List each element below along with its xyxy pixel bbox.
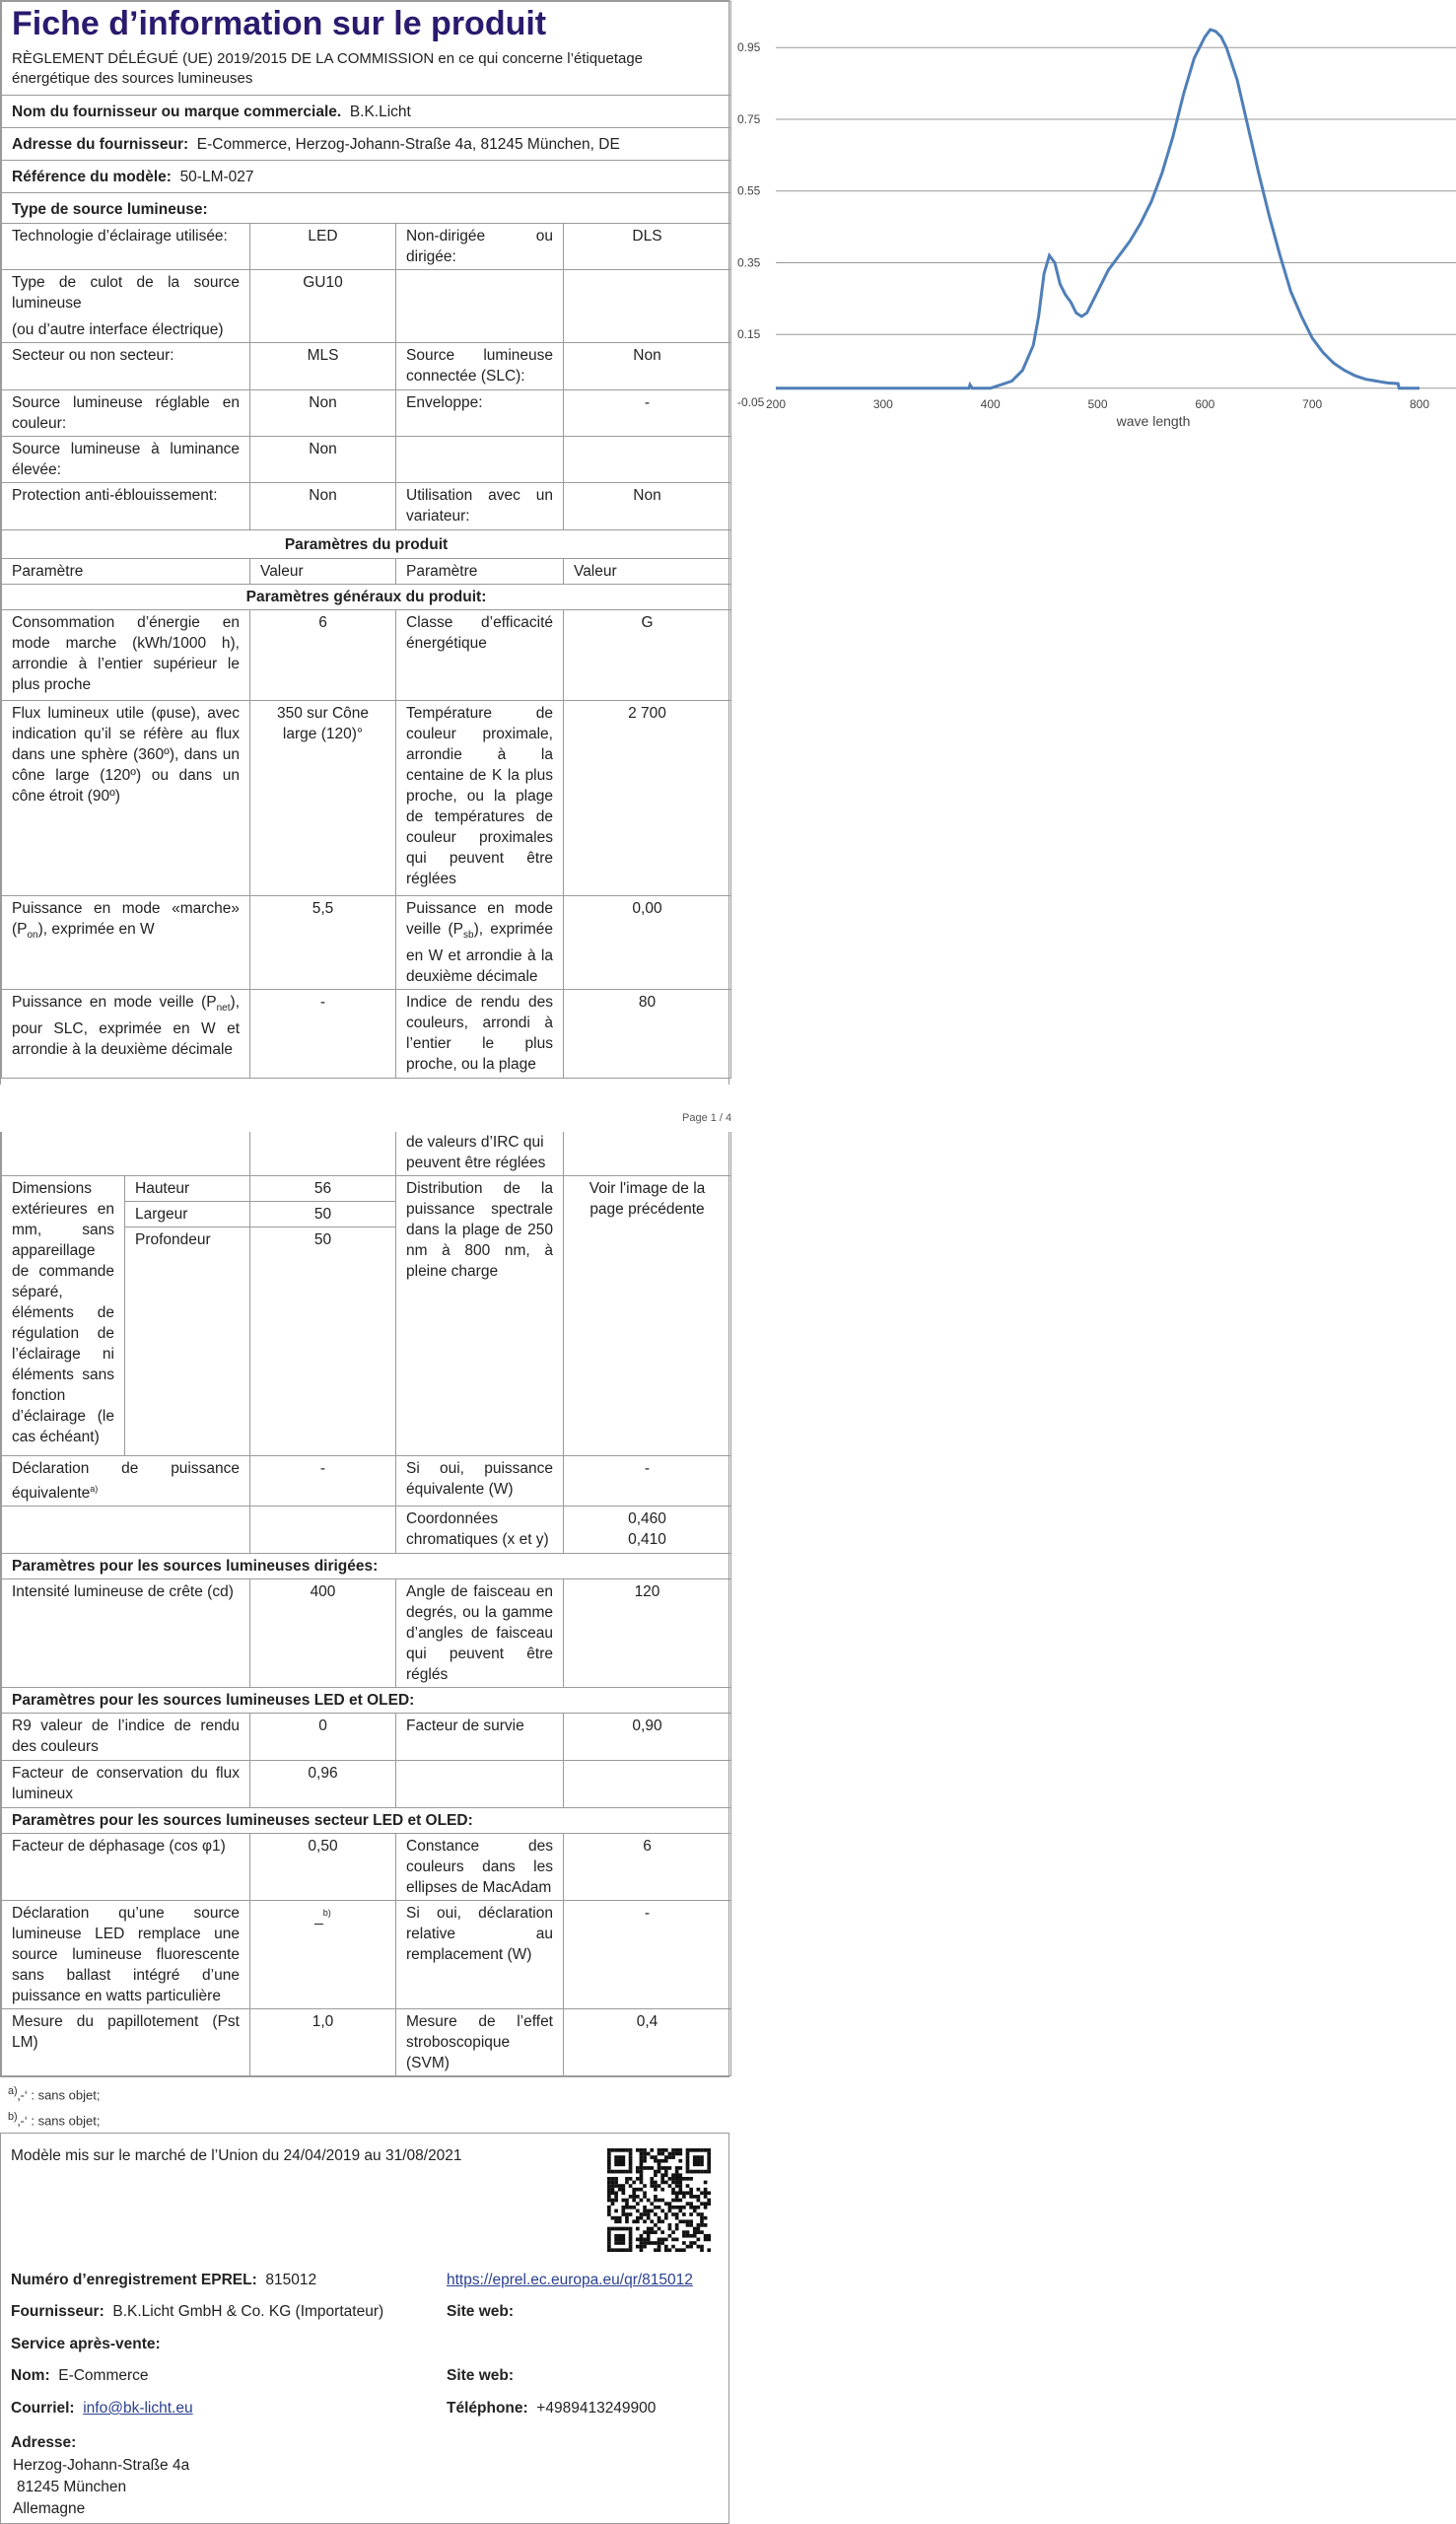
empty-cell	[564, 1132, 731, 1176]
equiv-watt-value: -	[564, 1456, 731, 1507]
directional-label: Non-dirigée ou dirigée:	[396, 224, 564, 270]
after-sales-label: Service après-vente:	[11, 2336, 161, 2352]
depth-label: Profondeur	[125, 1227, 250, 1456]
cct-value: 2 700	[564, 701, 731, 896]
stroboscopic-label: Mesure de l’effet stroboscopique (SVM)	[396, 2009, 564, 2076]
chart-x-axis-label: wave length	[1116, 413, 1191, 429]
networked-standby-value: -	[250, 990, 396, 1079]
product-info-sheet-page2	[0, 1132, 729, 2077]
useful-flux-label: Flux lumineux utile (φuse), avec indication qu’il se réfère au flux dans une sphère (360º), dans un cône large (120º) ou dans un cône étroit (90º)	[2, 701, 250, 896]
supplier-address-row	[2, 128, 731, 161]
supplier-address-label: Adresse du fournisseur:	[12, 136, 189, 153]
address-line: 81245 München	[17, 2479, 127, 2495]
page2-table	[1, 1132, 731, 2076]
on-mode-power-value: 5,5	[250, 896, 396, 990]
cri-label-continued: de valeurs d’IRC qui peuvent être réglées	[396, 1132, 564, 1176]
beam-angle-value: 120	[564, 1579, 731, 1688]
flicker-value: 1,0	[250, 2009, 396, 2076]
eprel-number-value: 815012	[265, 2272, 317, 2288]
macadam-label: Constance des couleurs dans les ellipses de MacAdam	[396, 1834, 564, 1901]
product-info-sheet-page1	[0, 0, 729, 1085]
contact-name-label: Nom:	[11, 2367, 50, 2384]
footnote-a: $^{a)}$‚-‘ : sans objet;	[8, 2085, 101, 2103]
directed-params-heading: Paramètres pour les sources lumineuses dirigées:	[2, 1554, 731, 1579]
col-header-value: Valeur	[250, 559, 396, 585]
height-label: Hauteur	[125, 1176, 250, 1202]
empty-cell	[564, 270, 731, 343]
mains-label: Secteur ou non secteur:	[2, 343, 250, 390]
stroboscopic-value: 0,4	[564, 2009, 731, 2076]
supplier-name-row	[2, 96, 731, 128]
supplier-name-label: Nom du fournisseur ou marque commerciale.	[12, 104, 342, 120]
chart-y-tick-label: 0.15	[737, 327, 761, 342]
tech-label: Technologie d’éclairage utilisée:	[2, 224, 250, 270]
cap-type-label: Type de culot de la source lumineuse (ou d’autre interface électrique)	[2, 270, 250, 343]
model-reference-label: Référence du modèle:	[12, 169, 172, 185]
envelope-value: -	[564, 390, 731, 437]
empty-cell	[396, 437, 564, 483]
beam-angle-label: Angle de faisceau en degrés, ou la gamme d’angles de faisceau qui peuvent être réglés	[396, 1579, 564, 1688]
email-label: Courriel:	[11, 2400, 75, 2417]
cap-type-value: GU10	[250, 270, 396, 343]
chart-gridlines	[776, 47, 1456, 388]
high-luminance-label: Source lumineuse à luminance élevée:	[2, 437, 250, 483]
chart-y-tick-label: 0.55	[737, 183, 761, 198]
equiv-power-value: -	[250, 1456, 396, 1507]
dimmable-label: Utilisation avec un variateur:	[396, 483, 564, 530]
spectral-distribution-chart	[729, 0, 1456, 434]
address-line: Herzog-Johann-Straße 4a	[13, 2457, 190, 2474]
chart-x-tick-label: 500	[1087, 396, 1108, 411]
chart-x-tick-label: 800	[1409, 396, 1430, 411]
contact-name-row	[11, 2367, 149, 2385]
supplier-name-value: B.K.Licht	[349, 104, 411, 120]
mains-led-params-heading: Paramètres pour les sources lumineuses secteur LED et OLED:	[2, 1808, 731, 1834]
phone-row	[447, 2400, 656, 2418]
supplier-label: Fournisseur:	[11, 2303, 104, 2320]
height-value: 56	[250, 1176, 396, 1202]
led-params-heading: Paramètres pour les sources lumineuses LED et OLED:	[2, 1688, 731, 1714]
supplier-address-value: E-Commerce, Herzog-Johann-Straße 4a, 81245 München, DE	[196, 136, 620, 153]
empty-cell	[250, 1132, 396, 1176]
anti-glare-label: Protection anti-éblouissement:	[2, 483, 250, 530]
chart-x-tick-label: 400	[980, 396, 1001, 411]
product-params-heading: Paramètres du produit	[2, 530, 731, 559]
empty-cell	[564, 437, 731, 483]
supplier-value: B.K.Licht GmbH & Co. KG (Importateur)	[112, 2303, 384, 2320]
address-line: Allemagne	[13, 2500, 86, 2517]
cri-value: 80	[564, 990, 731, 1079]
useful-flux-value: 350 sur Cône large (120)°	[250, 701, 396, 896]
general-params-heading: Paramètres généraux du produit:	[2, 585, 731, 610]
color-tunable-value: Non	[250, 390, 396, 437]
chart-y-tick-label: -0.05	[737, 394, 765, 409]
website-label: Site web:	[447, 2303, 515, 2320]
chart-y-tick-label: 0.75	[737, 111, 761, 126]
peak-intensity-label: Intensité lumineuse de crête (cd)	[2, 1579, 250, 1688]
website2-label: Site web:	[447, 2367, 515, 2384]
mains-value: MLS	[250, 343, 396, 390]
r9-label: R9 valeur de l’indice de rendu des couleurs	[2, 1714, 250, 1761]
spd-value: Voir l'image de la page précédente	[564, 1176, 731, 1456]
energy-consumption-value: 6	[250, 610, 396, 701]
page-title: Fiche d’information sur le produit	[12, 5, 547, 42]
chart-x-tick-label: 700	[1302, 396, 1323, 411]
standby-power-value: 0,00	[564, 896, 731, 990]
eprel-info-box	[0, 2133, 729, 2524]
empty-cell	[250, 1507, 396, 1554]
chromaticity-label: Coordonnées chromatiques (x et y)	[396, 1507, 564, 1554]
cri-label: Indice de rendu des couleurs, arrondi à l’entier le plus proche, ou la plage	[396, 990, 564, 1079]
address-label: Adresse:	[11, 2434, 77, 2451]
header-table	[1, 1, 731, 1079]
width-value: 50	[250, 1202, 396, 1227]
eprel-link[interactable]: https://eprel.ec.europa.eu/qr/815012	[447, 2272, 693, 2288]
chart-x-ticks	[766, 397, 1429, 411]
cct-label: Température de couleur proximale, arrondie à la centaine de K la plus proche, ou la plage de températures de couleur proximales qui peuvent être réglées	[396, 701, 564, 896]
on-mode-power-label: Puissance en mode «marche» $(P_{on})$, exprimée en W	[2, 896, 250, 990]
connected-value: Non	[564, 343, 731, 390]
chart-y-ticks	[737, 40, 765, 409]
survival-factor-value: 0,90	[564, 1714, 731, 1761]
chart-y-tick-label: 0.95	[737, 40, 761, 55]
envelope-label: Enveloppe:	[396, 390, 564, 437]
model-reference-row	[2, 161, 731, 193]
anti-glare-value: Non	[250, 483, 396, 530]
col-header-value: Valeur	[564, 559, 731, 585]
chart-x-tick-label: 600	[1195, 396, 1215, 411]
empty-cell	[564, 1761, 731, 1808]
fluorescent-replacement-value: _$^{b)}$	[250, 1901, 396, 2009]
standby-power-label: Puissance en mode veille $(P_{sb})$, exprimée en W et arrondie à la deuxième décimale	[396, 896, 564, 990]
phone-label: Téléphone:	[447, 2400, 528, 2417]
flux-maintenance-label: Facteur de conservation du flux lumineux	[2, 1761, 250, 1808]
spd-label: Distribution de la puissance spectrale dans la plage de 250 nm à 800 nm, à pleine charge	[396, 1176, 564, 1456]
email-row	[11, 2400, 193, 2418]
qr-code-icon	[607, 2148, 711, 2252]
phone-value: +4989413249900	[536, 2400, 657, 2417]
energy-class-label: Classe d’efficacité énergétique	[396, 610, 564, 701]
energy-class-value: G	[564, 610, 731, 701]
empty-cell	[2, 1507, 250, 1554]
col-header-param: Paramètre	[396, 559, 564, 585]
replacement-watt-value: -	[564, 1901, 731, 2009]
r9-value: 0	[250, 1714, 396, 1761]
connected-label: Source lumineuse connectée (SLC):	[396, 343, 564, 390]
empty-cell	[2, 1132, 250, 1176]
col-header-param: Paramètre	[2, 559, 250, 585]
dimensions-label: Dimensions extérieures en mm, sans appareillage de commande séparé, éléments de régulation de l’éclairage ni éléments sans fonction d’éclairage (le cas échéant)	[2, 1176, 125, 1456]
page-number: Page 1 / 4	[682, 1112, 732, 1124]
peak-intensity-value: 400	[250, 1579, 396, 1688]
fluorescent-replacement-label: Déclaration qu’une source lumineuse LED remplace une source lumineuse fluorescente sans ballast intégré d’une puissance en watts particulière	[2, 1901, 250, 2009]
eprel-number-label: Numéro d’enregistrement EPREL:	[11, 2272, 257, 2288]
footnotes	[8, 2080, 100, 2133]
dimmable-value: Non	[564, 483, 731, 530]
footnote-b: $^{b)}$‚-‘ : sans objet;	[8, 2111, 101, 2129]
equiv-power-label: Déclaration de puissance équivalente$^{a)}$	[2, 1456, 250, 1507]
macadam-value: 6	[564, 1834, 731, 1901]
address-block	[13, 2455, 189, 2520]
chart-x-tick-label: 300	[872, 396, 893, 411]
replacement-watt-label: Si oui, déclaration relative au remplacement (W)	[396, 1901, 564, 2009]
contact-name-value: E-Commerce	[58, 2367, 149, 2384]
eprel-number-row	[11, 2272, 316, 2289]
width-label: Largeur	[125, 1202, 250, 1227]
power-factor-label: Facteur de déphasage (cos φ1)	[2, 1834, 250, 1901]
chart-x-tick-label: 200	[765, 396, 787, 411]
high-luminance-value: Non	[250, 437, 396, 483]
source-type-heading: Type de source lumineuse:	[2, 193, 731, 224]
depth-value: 50	[250, 1227, 396, 1456]
power-factor-value: 0,50	[250, 1834, 396, 1901]
directional-value: DLS	[564, 224, 731, 270]
flicker-label: Mesure du papillotement (Pst LM)	[2, 2009, 250, 2076]
survival-factor-label: Facteur de survie	[396, 1714, 564, 1761]
regulation-text: RÈGLEMENT DÉLÉGUÉ (UE) 2019/2015 DE LA COMMISSION en ce qui concerne l’étiquetage énergétique des sources lumineuses	[12, 50, 644, 87]
tech-value: LED	[250, 224, 396, 270]
supplier-row	[11, 2303, 383, 2321]
energy-consumption-label: Consommation d’énergie en mode marche (kWh/1000 h), arrondie à l’entier supérieur le plus proche	[2, 610, 250, 701]
empty-cell	[396, 270, 564, 343]
email-link[interactable]: info@bk-licht.eu	[83, 2400, 193, 2417]
market-period: Modèle mis sur le marché de l’Union du 24/04/2019 au 31/08/2021	[11, 2147, 462, 2164]
chromaticity-value: 0,460 0,410	[564, 1507, 731, 1554]
chart-y-tick-label: 0.35	[737, 255, 761, 270]
empty-cell	[396, 1761, 564, 1808]
model-reference-value: 50-LM-027	[179, 169, 254, 185]
flux-maintenance-value: 0,96	[250, 1761, 396, 1808]
networked-standby-label: Puissance en mode veille $(P_{net})$, pour SLC, exprimée en W et arrondie à la deuxième décimale	[2, 990, 250, 1079]
color-tunable-label: Source lumineuse réglable en couleur:	[2, 390, 250, 437]
equiv-watt-label: Si oui, puissance équivalente (W)	[396, 1456, 564, 1507]
